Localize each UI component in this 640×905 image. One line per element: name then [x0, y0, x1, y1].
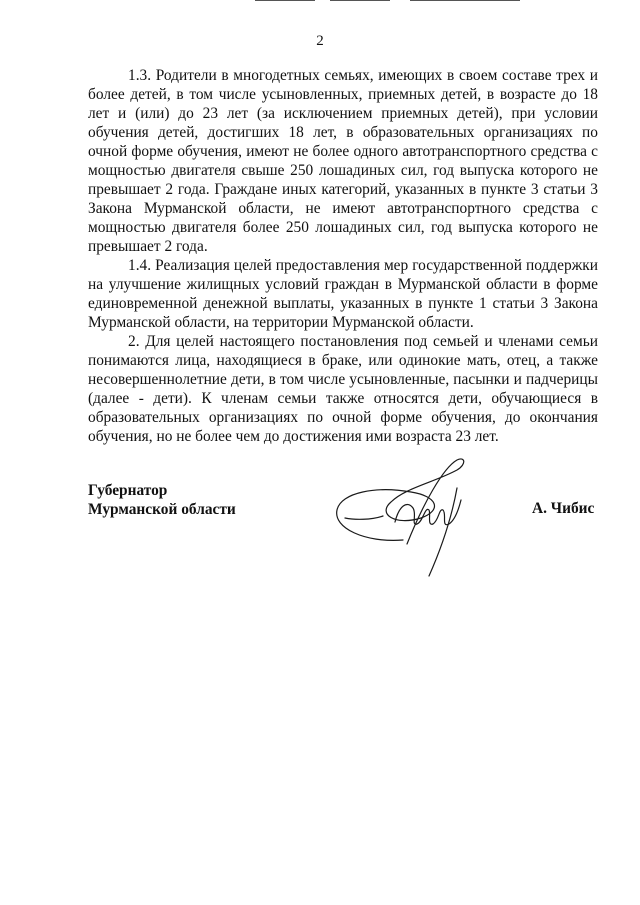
paragraph-2: 2. Для целей настоящего постановления под семьей и членами семьи понимаются лица, находящиеся в браке, или одинокие мать, отец, а также несовершеннолетние дети, в том числе усыновленные, пасынки и падчерицы (далее - дети). К членам семьи также относятся дети, обучающиеся в образовательных организациях по очной форме обучения, до окончания обучения, но не более чем до достижения ими возраста 23 лет. [88, 333, 598, 445]
paragraph-1-3: 1.3. Родители в многодетных семьях, имеющих в своем составе трех и более детей, в том числе усыновленных, приемных детей, в возрасте до 18 лет и (или) до 23 лет (за исключением приемных детей), при условии обучения детей, достигших 18 лет, в образовательных организациях по очной форме обучения, имеют не более одного автотранспортного средства с мощностью двигателя свыше 250 лошадиных сил, год выпуска которого не превышает 2 года. Граждане иных категорий, указанных в пункте 3 статьи 3 Закона Мурманской области, не имеют автотранспортного средства с мощностью двигателя более 250 лошадиных сил, год выпуска которого не превышает 2 года. [88, 67, 598, 255]
signatory-title-line1: Губернатор [88, 482, 168, 499]
top-rule-left [255, 0, 315, 1]
handwritten-signature [325, 448, 505, 586]
signatory-name: А. Чибис [532, 500, 595, 517]
signatory-title [88, 481, 236, 519]
top-rule-middle [330, 0, 390, 1]
document-body [88, 66, 598, 446]
top-rule-right [410, 0, 520, 1]
signatory-title-line2: Мурманской области [88, 501, 236, 518]
page-number: 2 [316, 33, 324, 49]
paragraph-1-4: 1.4. Реализация целей предоставления мер государственной поддержки на улучшение жилищных условий граждан в Мурманской области в форме единовременной денежной выплаты, указанных в пункте 1 статьи 3 Закона Мурманской области, на территории Мурманской области. [88, 257, 598, 331]
